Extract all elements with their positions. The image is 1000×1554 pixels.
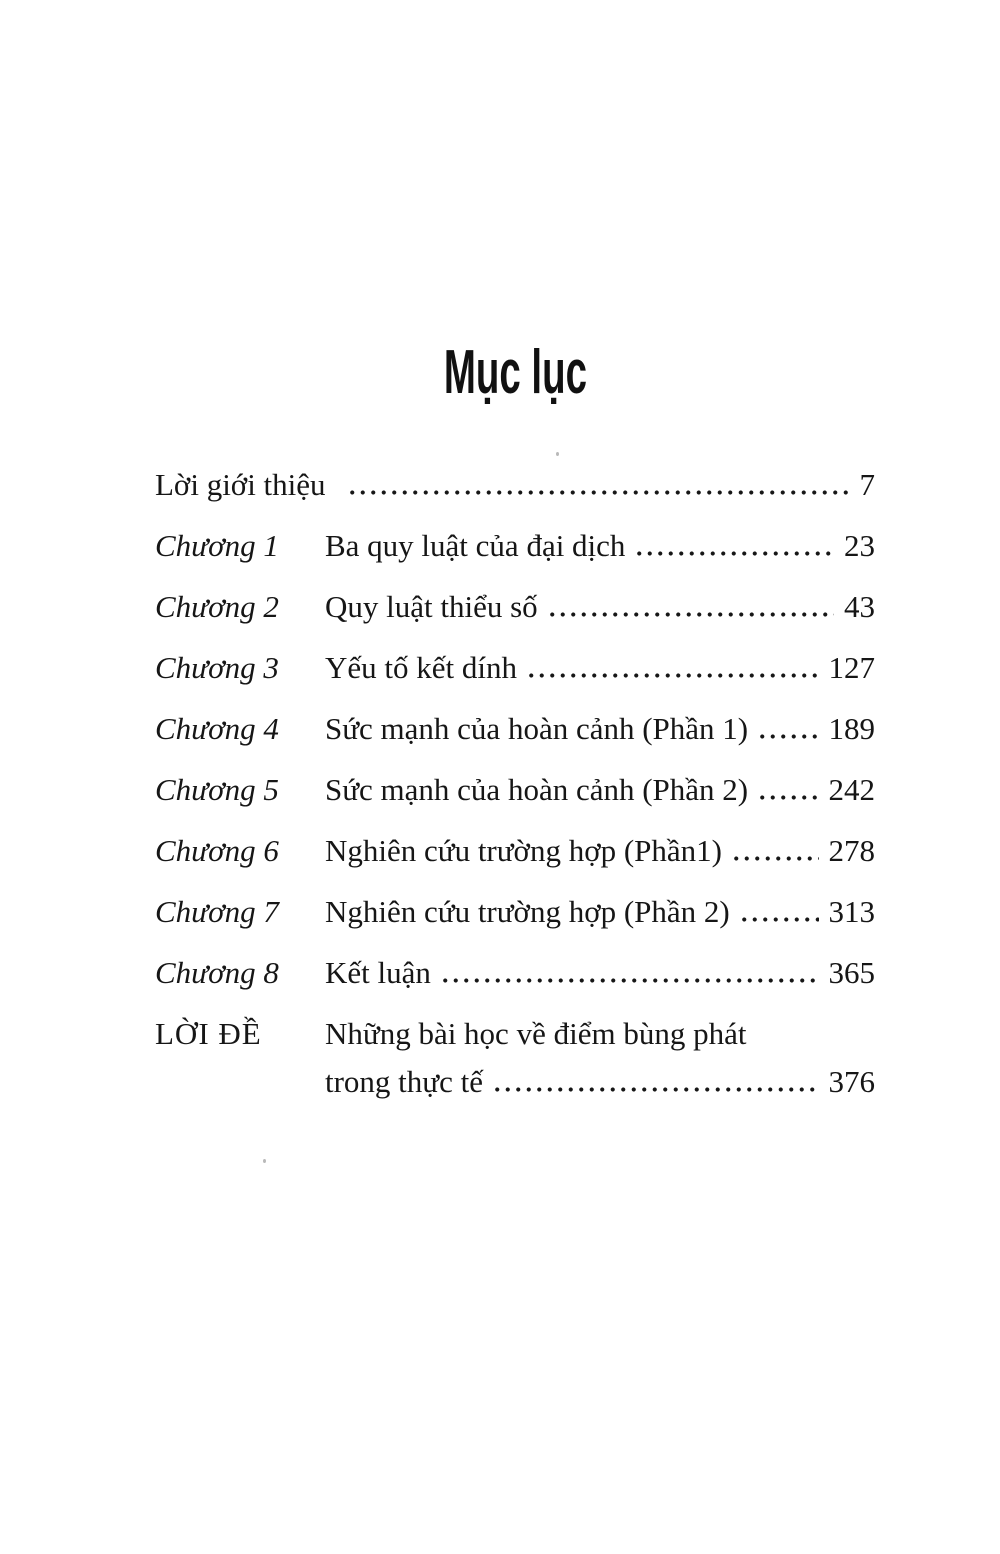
toc-chapter-label: Lời giới thiệu: [155, 467, 326, 502]
toc-entry: [325, 712, 875, 746]
toc-entry-line: [325, 773, 875, 807]
toc-list: [155, 468, 875, 1126]
toc-chapter-label: Chương 8: [155, 955, 279, 990]
toc-entry: [325, 773, 875, 807]
toc-entry-title: Kết luận: [325, 955, 431, 990]
toc-entry-line: [325, 651, 875, 685]
toc-row: [155, 1017, 875, 1099]
toc-page-number: 365: [828, 955, 875, 990]
dot-leader: [347, 490, 850, 495]
dot-leader: [547, 612, 834, 617]
toc-chapter-label: Chương 5: [155, 772, 279, 807]
toc-entry-title: Sức mạnh của hoàn cảnh (Phần 2): [325, 772, 749, 807]
toc-page-number: 278: [828, 833, 875, 868]
toc-entry: [325, 1017, 875, 1099]
toc-row: [155, 529, 875, 563]
toc-page-number: 189: [828, 711, 875, 746]
toc-chapter-label: Chương 3: [155, 650, 279, 685]
toc-entry-title: Quy luật thiểu số: [325, 589, 538, 624]
toc-chapter-label: Chương 6: [155, 833, 279, 868]
toc-entry: [325, 956, 875, 990]
toc-entry-title: Yếu tố kết dính: [325, 650, 517, 685]
toc-entry-line: [325, 1017, 875, 1051]
toc-entry: [325, 834, 875, 868]
toc-entry: [325, 651, 875, 685]
toc-page-number: 313: [828, 894, 875, 929]
toc-chapter-label: Chương 2: [155, 589, 279, 624]
toc-row: [155, 834, 875, 868]
dot-leader: [634, 551, 834, 556]
toc-entry-title: trong thực tế: [325, 1064, 483, 1099]
toc-page-number: 43: [844, 589, 875, 624]
toc-chapter-label: Chương 7: [155, 894, 279, 929]
toc-entry-line: [325, 529, 875, 563]
toc-page-number: 127: [828, 650, 875, 685]
toc-row: [155, 590, 875, 624]
toc-page-number: 23: [844, 528, 875, 563]
toc-page-number: 7: [859, 467, 875, 502]
toc-chapter-label: LỜI ĐỀ: [155, 1016, 262, 1051]
dot-leader: [739, 917, 819, 922]
toc-entry-line: [325, 590, 875, 624]
toc-row: [155, 895, 875, 929]
toc-page-number: 376: [828, 1064, 875, 1099]
toc-page-number: 242: [828, 772, 875, 807]
page-title-row: [0, 340, 1000, 406]
toc-entry-line: [325, 895, 875, 929]
toc-entry: [325, 590, 875, 624]
dot-leader: [757, 734, 818, 739]
toc-row: [155, 651, 875, 685]
toc-entry-title: Những bài học về điểm bùng phát: [325, 1016, 747, 1051]
toc-entry: [325, 895, 875, 929]
toc-entry-line: [325, 712, 875, 746]
toc-entry-line: [325, 834, 875, 868]
dot-leader: [731, 856, 819, 861]
toc-entry-line: [325, 956, 875, 990]
toc-entry-title: Nghiên cứu trường hợp (Phần1): [325, 833, 722, 868]
dot-leader: [757, 795, 818, 800]
dot-leader: [492, 1087, 819, 1092]
toc-entry-line: [325, 1065, 875, 1099]
toc-entry: [338, 468, 875, 502]
scan-speck: [263, 1159, 266, 1163]
toc-row: [155, 956, 875, 990]
toc-entry-title: Sức mạnh của hoàn cảnh (Phần 1): [325, 711, 749, 746]
toc-chapter-label: Chương 1: [155, 528, 279, 563]
dot-leader: [440, 978, 819, 983]
toc-entry: [325, 529, 875, 563]
toc-row: [155, 773, 875, 807]
toc-chapter-label: Chương 4: [155, 711, 279, 746]
toc-row: [155, 468, 875, 502]
toc-entry-title: Ba quy luật của đại dịch: [325, 528, 626, 563]
toc-row: [155, 712, 875, 746]
dot-leader: [526, 673, 819, 678]
toc-entry-title: Nghiên cứu trường hợp (Phần 2): [325, 894, 730, 929]
page-title: Mục lục: [443, 338, 587, 407]
scan-speck: [556, 452, 559, 456]
toc-entry-line: [338, 468, 875, 502]
